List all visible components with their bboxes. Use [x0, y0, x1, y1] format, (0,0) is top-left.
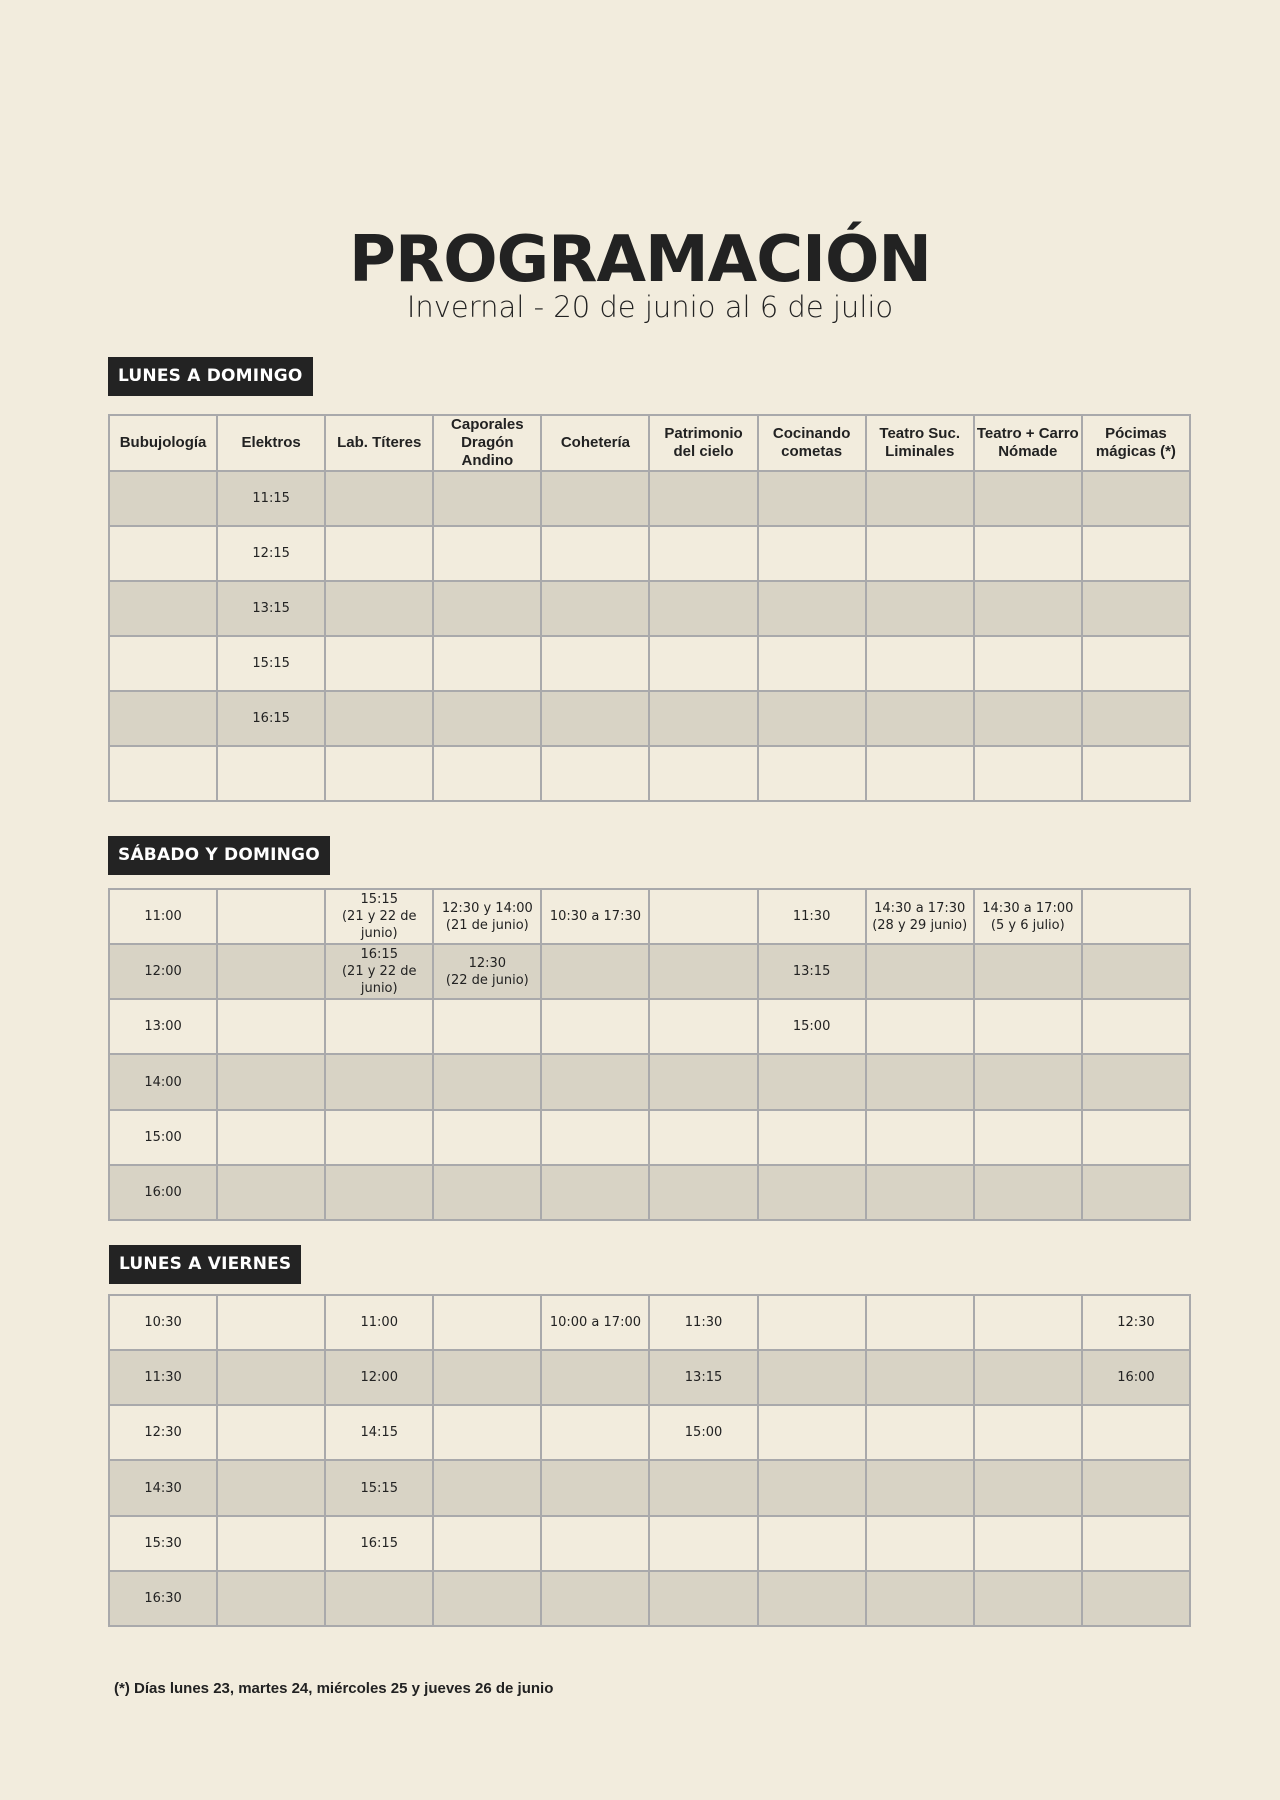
section-label-lunes-a-viernes: LUNES A VIERNES: [109, 1245, 301, 1284]
schedule-cell: [758, 1165, 866, 1220]
schedule-cell: [433, 1405, 541, 1460]
schedule-cell: [325, 1571, 433, 1626]
schedule-cell: [974, 1350, 1082, 1405]
schedule-cell: [1082, 999, 1190, 1054]
schedule-cell: [1082, 1405, 1190, 1460]
schedule-cell: [325, 581, 433, 636]
table-row: [109, 944, 1190, 999]
schedule-cell: [541, 1460, 649, 1516]
schedule-cell: [217, 1054, 325, 1110]
schedule-cell: [433, 1110, 541, 1165]
schedule-cell: 16:00: [109, 1165, 217, 1220]
schedule-cell: 12:30 (22 de junio): [433, 944, 541, 999]
schedule-cell: [1082, 1054, 1190, 1110]
schedule-cell: [974, 1571, 1082, 1626]
schedule-cell: 16:15: [217, 691, 325, 746]
schedule-cell: [217, 746, 325, 801]
schedule-cell: [974, 746, 1082, 801]
column-header: Patrimonio del cielo: [649, 415, 757, 471]
column-header: Lab. Títeres: [325, 415, 433, 471]
schedule-cell: [433, 746, 541, 801]
schedule-cell: [974, 581, 1082, 636]
schedule-table-lunes-a-domingo: [108, 414, 1191, 802]
schedule-cell: [649, 1054, 757, 1110]
schedule-cell: [866, 944, 974, 999]
schedule-cell: [325, 471, 433, 526]
schedule-cell: [541, 691, 649, 746]
schedule-cell: [433, 1054, 541, 1110]
schedule-cell: [217, 1405, 325, 1460]
schedule-cell: [758, 581, 866, 636]
schedule-cell: [649, 889, 757, 944]
schedule-cell: [758, 1110, 866, 1165]
section-label-sabado-y-domingo: SÁBADO Y DOMINGO: [108, 836, 330, 875]
schedule-cell: [109, 636, 217, 691]
footnote: (*) Días lunes 23, martes 24, miércoles 25 y jueves 26 de junio: [114, 1680, 554, 1697]
schedule-cell: [649, 526, 757, 581]
schedule-cell: [217, 1350, 325, 1405]
schedule-cell: [758, 636, 866, 691]
table-row: [109, 1516, 1190, 1571]
schedule-cell: 15:15 (21 y 22 de junio): [325, 889, 433, 944]
column-header: Elektros: [217, 415, 325, 471]
schedule-cell: [974, 1405, 1082, 1460]
schedule-cell: 12:30: [109, 1405, 217, 1460]
schedule-cell: [974, 636, 1082, 691]
schedule-cell: [325, 746, 433, 801]
schedule-cell: [974, 944, 1082, 999]
schedule-cell: [866, 746, 974, 801]
schedule-cell: [866, 1516, 974, 1571]
table-row: [109, 1350, 1190, 1405]
schedule-cell: [541, 636, 649, 691]
table-row: [109, 691, 1190, 746]
schedule-cell: [866, 1165, 974, 1220]
column-header: Cocinando cometas: [758, 415, 866, 471]
schedule-cell: [217, 1516, 325, 1571]
schedule-cell: [433, 581, 541, 636]
schedule-cell: [866, 1350, 974, 1405]
table-header-row: [109, 415, 1190, 471]
schedule-cell: [974, 526, 1082, 581]
schedule-cell: 16:15 (21 y 22 de junio): [325, 944, 433, 999]
schedule-cell: [1082, 746, 1190, 801]
schedule-cell: [433, 1165, 541, 1220]
schedule-cell: [541, 1110, 649, 1165]
schedule-cell: [974, 691, 1082, 746]
schedule-cell: 11:15: [217, 471, 325, 526]
schedule-cell: 12:15: [217, 526, 325, 581]
schedule-cell: [217, 1295, 325, 1350]
schedule-cell: [541, 746, 649, 801]
schedule-cell: [541, 1350, 649, 1405]
schedule-cell: [109, 581, 217, 636]
schedule-cell: [649, 1516, 757, 1571]
schedule-cell: [325, 1054, 433, 1110]
table-row: [109, 1460, 1190, 1516]
schedule-cell: [541, 1054, 649, 1110]
schedule-cell: 12:30 y 14:00 (21 de junio): [433, 889, 541, 944]
schedule-cell: [541, 1571, 649, 1626]
schedule-cell: 11:30: [758, 889, 866, 944]
schedule-cell: [649, 581, 757, 636]
schedule-cell: [541, 581, 649, 636]
schedule-cell: [758, 1295, 866, 1350]
schedule-cell: [433, 999, 541, 1054]
schedule-cell: [325, 526, 433, 581]
schedule-cell: 10:00 a 17:00: [541, 1295, 649, 1350]
table-row: [109, 636, 1190, 691]
schedule-cell: 11:00: [325, 1295, 433, 1350]
schedule-cell: [217, 1571, 325, 1626]
schedule-cell: [541, 1516, 649, 1571]
page-title: PROGRAMACIÓN: [349, 223, 931, 297]
table-row: [109, 889, 1190, 944]
table-row: [109, 1054, 1190, 1110]
column-header: Cohetería: [541, 415, 649, 471]
schedule-cell: 14:30 a 17:30 (28 y 29 junio): [866, 889, 974, 944]
schedule-cell: [866, 1054, 974, 1110]
schedule-cell: [325, 1165, 433, 1220]
schedule-cell: 16:15: [325, 1516, 433, 1571]
schedule-cell: [109, 471, 217, 526]
schedule-table-lunes-a-viernes: [108, 1294, 1191, 1627]
schedule-cell: [866, 691, 974, 746]
schedule-cell: [866, 1405, 974, 1460]
schedule-cell: [541, 1165, 649, 1220]
schedule-cell: [1082, 581, 1190, 636]
schedule-cell: [758, 1460, 866, 1516]
schedule-cell: [649, 471, 757, 526]
schedule-cell: [1082, 1516, 1190, 1571]
schedule-cell: 11:00: [109, 889, 217, 944]
schedule-cell: [1082, 691, 1190, 746]
schedule-cell: [649, 1460, 757, 1516]
table-row: [109, 471, 1190, 526]
table-row: [109, 581, 1190, 636]
table-row: [109, 1571, 1190, 1626]
schedule-table-sabado-y-domingo: [108, 888, 1191, 1221]
schedule-cell: 15:15: [217, 636, 325, 691]
schedule-cell: [758, 1571, 866, 1626]
schedule-cell: [758, 471, 866, 526]
table-row: [109, 526, 1190, 581]
schedule-cell: [1082, 1571, 1190, 1626]
schedule-cell: [541, 471, 649, 526]
schedule-cell: 14:00: [109, 1054, 217, 1110]
schedule-cell: 12:00: [109, 944, 217, 999]
schedule-cell: [649, 999, 757, 1054]
schedule-cell: [974, 1054, 1082, 1110]
schedule-cell: [758, 746, 866, 801]
schedule-cell: [649, 1165, 757, 1220]
page-subtitle: Invernal - 20 de junio al 6 de julio: [406, 290, 894, 324]
schedule-cell: 15:30: [109, 1516, 217, 1571]
schedule-cell: [217, 944, 325, 999]
schedule-cell: [649, 636, 757, 691]
schedule-cell: [433, 1460, 541, 1516]
schedule-cell: [866, 1110, 974, 1165]
schedule-cell: 15:15: [325, 1460, 433, 1516]
schedule-cell: [649, 1571, 757, 1626]
schedule-cell: [433, 1350, 541, 1405]
schedule-cell: 13:15: [217, 581, 325, 636]
schedule-cell: 14:30 a 17:00 (5 y 6 julio): [974, 889, 1082, 944]
schedule-cell: [974, 1516, 1082, 1571]
schedule-cell: [541, 944, 649, 999]
schedule-cell: [866, 636, 974, 691]
table-row: [109, 1295, 1190, 1350]
schedule-cell: [109, 746, 217, 801]
schedule-cell: [109, 526, 217, 581]
schedule-cell: [866, 1571, 974, 1626]
schedule-cell: [866, 581, 974, 636]
schedule-cell: [1082, 471, 1190, 526]
schedule-cell: [217, 889, 325, 944]
schedule-cell: [325, 999, 433, 1054]
schedule-cell: 15:00: [109, 1110, 217, 1165]
table-row: [109, 746, 1190, 801]
schedule-cell: [758, 691, 866, 746]
table-row: [109, 1110, 1190, 1165]
schedule-cell: 13:15: [758, 944, 866, 999]
schedule-cell: [974, 1110, 1082, 1165]
schedule-cell: [433, 1516, 541, 1571]
column-header: Pócimas mágicas (*): [1082, 415, 1190, 471]
schedule-cell: [758, 1054, 866, 1110]
schedule-cell: [1082, 1165, 1190, 1220]
schedule-cell: [109, 691, 217, 746]
schedule-cell: [1082, 1110, 1190, 1165]
schedule-cell: [217, 1460, 325, 1516]
schedule-cell: [433, 636, 541, 691]
schedule-cell: [974, 471, 1082, 526]
schedule-cell: [866, 471, 974, 526]
schedule-cell: 14:15: [325, 1405, 433, 1460]
schedule-cell: [758, 1405, 866, 1460]
schedule-cell: [217, 1165, 325, 1220]
schedule-cell: [541, 1405, 649, 1460]
schedule-cell: [541, 526, 649, 581]
schedule-cell: [758, 1350, 866, 1405]
schedule-cell: 15:00: [758, 999, 866, 1054]
column-header: Teatro Suc. Liminales: [866, 415, 974, 471]
schedule-cell: [1082, 526, 1190, 581]
schedule-cell: [974, 1165, 1082, 1220]
schedule-cell: [217, 999, 325, 1054]
section-label-lunes-a-domingo: LUNES A DOMINGO: [108, 357, 313, 396]
schedule-cell: [974, 999, 1082, 1054]
schedule-cell: [758, 526, 866, 581]
schedule-cell: [1082, 889, 1190, 944]
schedule-cell: [866, 1295, 974, 1350]
schedule-cell: [1082, 1460, 1190, 1516]
schedule-cell: [1082, 944, 1190, 999]
schedule-cell: [433, 526, 541, 581]
table-row: [109, 1165, 1190, 1220]
schedule-cell: 10:30: [109, 1295, 217, 1350]
schedule-cell: 13:15: [649, 1350, 757, 1405]
schedule-cell: [1082, 636, 1190, 691]
schedule-cell: 16:30: [109, 1571, 217, 1626]
schedule-cell: 12:00: [325, 1350, 433, 1405]
schedule-cell: 14:30: [109, 1460, 217, 1516]
schedule-cell: [649, 944, 757, 999]
schedule-cell: [541, 999, 649, 1054]
schedule-cell: [217, 1110, 325, 1165]
schedule-cell: [325, 636, 433, 691]
table-row: [109, 999, 1190, 1054]
schedule-cell: [649, 746, 757, 801]
schedule-cell: [866, 526, 974, 581]
schedule-cell: [433, 471, 541, 526]
schedule-cell: 16:00: [1082, 1350, 1190, 1405]
table-row: [109, 1405, 1190, 1460]
schedule-cell: [649, 1110, 757, 1165]
schedule-cell: 12:30: [1082, 1295, 1190, 1350]
schedule-cell: [325, 1110, 433, 1165]
schedule-cell: [433, 1295, 541, 1350]
schedule-cell: [325, 691, 433, 746]
column-header: Caporales Dragón Andino: [433, 415, 541, 471]
schedule-cell: [433, 1571, 541, 1626]
schedule-cell: 11:30: [109, 1350, 217, 1405]
schedule-cell: 15:00: [649, 1405, 757, 1460]
schedule-cell: [758, 1516, 866, 1571]
schedule-cell: [866, 999, 974, 1054]
schedule-cell: [974, 1295, 1082, 1350]
schedule-cell: 11:30: [649, 1295, 757, 1350]
schedule-cell: 10:30 a 17:30: [541, 889, 649, 944]
schedule-cell: [433, 691, 541, 746]
schedule-cell: 13:00: [109, 999, 217, 1054]
schedule-cell: [974, 1460, 1082, 1516]
column-header: Teatro + Carro Nómade: [974, 415, 1082, 471]
schedule-cell: [649, 691, 757, 746]
column-header: Bubujología: [109, 415, 217, 471]
schedule-cell: [866, 1460, 974, 1516]
